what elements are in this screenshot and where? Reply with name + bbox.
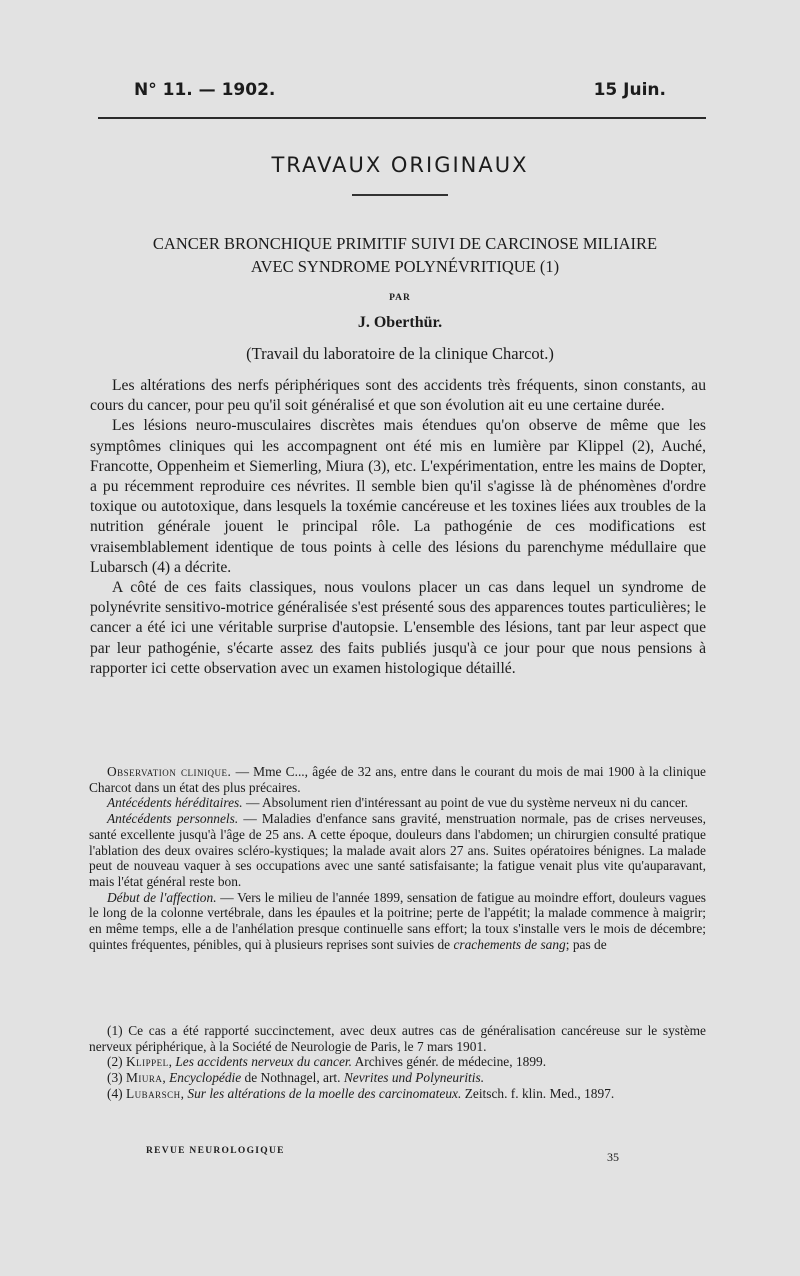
article-title <box>110 232 700 278</box>
personal-history <box>89 811 706 890</box>
article-body <box>90 376 706 679</box>
header-rule <box>98 117 706 119</box>
footnotes <box>89 1023 706 1102</box>
observation-text: — Mme C..., âgée de 32 ans, entre dans le courant du mois de mai 1900 à la clinique Charcot dans un état des plus précaires. <box>89 764 706 795</box>
footnote-3-title: Encyclopédie <box>169 1070 242 1086</box>
footnote-4-author: Lubarsch <box>125 1085 181 1101</box>
footnote-4-number: (4) <box>107 1085 126 1101</box>
footnote-4-sep: , <box>180 1085 188 1101</box>
disease-onset <box>89 890 706 953</box>
footnote-3 <box>89 1070 706 1086</box>
personal-label: Antécédents personnels. <box>107 811 239 827</box>
onset-text: — Vers le milieu de l'année 1899, sensation de fatigue au moindre effort, douleurs vagues le long de la colonne vertébrale, dans les épaules et la poitrine; perte de l'appétit; la malade commence à maigrir; en même temps, elle a de l'anhélation presque continuelle sans effort; la toux s'installe vers le mois de décembre; quintes fréquentes, pénibles, qui à plusieurs reprises sont suivies de <box>89 889 706 952</box>
footnote-4-title: Sur les altérations de la moelle des carcinomateux. <box>187 1085 462 1101</box>
onset-label: Début de l'affection. <box>107 889 217 905</box>
page-number: 35 <box>607 1150 619 1164</box>
article-title-line-2: AVEC SYNDROME POLYNÉVRITIQUE (1) <box>250 257 560 276</box>
footnote-2-rest: Archives génér. de médecine, 1899. <box>351 1054 547 1070</box>
body-paragraph-2: Les lésions neuro-musculaires discrètes mais étendues qu'on observe de même que les symptômes cliniques qui les accompagnent ont été mis en lumière par Klippel (2), Auché, Francotte, Oppenheim et Siemerling, Miura (3), etc. L'expérimentation, entre les mains de Dopter, a pu récemment reproduire ces névrites. Il semble bien qu'il s'agisse là de phénomènes d'ordre toxique ou autotoxique, dans lesquels la toxémie cancéreuse et les toxines liées aux troubles de la nutrition générale jouent le principal rôle. La pathogénie de ces modifications est vraisemblablement identique de tous points à celle des lésions du parenchyme médullaire que Lubarsch (4) a décrite. <box>90 417 706 576</box>
clinical-observation <box>89 764 706 952</box>
footnote-3-mid: de Nothnagel, art. <box>241 1070 344 1086</box>
article-title-line-1: CANCER BRONCHIQUE PRIMITIF SUIVI DE CARCINOSE MILIAIRE <box>152 234 658 253</box>
footnote-3-number: (3) <box>107 1070 126 1086</box>
footnote-2-number: (2) <box>107 1054 126 1070</box>
body-paragraph-3: A côté de ces faits classiques, nous voulons placer un cas dans lequel un syndrome de polynévrite sensitivo-motrice généralisée s'est présenté sous des apparences toutes particulières; le cancer a été ici une véritable surprise d'autopsie. L'ensemble des lésions, tant par leur aspect que par leur pathogénie, s'écarte assez des faits publiés jusqu'à ce jour pour que nous pensions à rapporter ici cette observation avec un examen histologique détaillé. <box>90 579 706 677</box>
issue-date: 15 Juin. <box>593 80 666 100</box>
onset-end: ; pas de <box>565 936 607 952</box>
hereditary-text: — Absolument rien d'intéressant au point de vue du système nerveux ni du cancer. <box>242 795 688 811</box>
onset-italic: crachements de sang <box>453 936 566 952</box>
hereditary-history <box>89 795 706 811</box>
affiliation: (Travail du laboratoire de la clinique Charcot.) <box>246 344 554 363</box>
footnote-2 <box>89 1054 706 1070</box>
issue-number: N° 11. — 1902. <box>134 80 276 100</box>
section-rule <box>352 194 448 196</box>
byline-par: PAR <box>389 293 411 303</box>
author-name: J. Oberthür. <box>357 314 443 331</box>
footnote-1: (1) Ce cas a été rapporté succinctement, avec deux autres cas de généralisation cancéreuse sur le système nerveux périphérique, à la Société de Neurologie de Paris, le 7 mars 1901. <box>89 1023 706 1054</box>
footnote-2-title: Les accidents nerveux du cancer. <box>175 1054 352 1070</box>
observation-label: Observation clinique. <box>107 764 232 779</box>
section-title: TRAVAUX ORIGINAUX <box>271 153 529 177</box>
footnote-3-title-2: Nevrites und Polyneuritis. <box>343 1070 485 1086</box>
footnote-2-author: Klippel <box>125 1054 169 1070</box>
observation-intro <box>89 764 706 795</box>
footnote-3-author: Miura <box>125 1070 163 1086</box>
journal-name: REVUE NEUROLOGIQUE <box>146 1146 285 1156</box>
footnote-3-sep: , <box>162 1070 170 1086</box>
running-header <box>134 80 666 100</box>
hereditary-label: Antécédents héréditaires. <box>107 795 243 811</box>
body-paragraph-1: Les altérations des nerfs périphériques sont des accidents très fréquents, sinon constants, au cours du cancer, pour peu qu'il soit généralisé et que son évolution ait eu une certaine durée. <box>90 377 706 415</box>
personal-text: — Maladies d'enfance sans gravité, menstruation normale, pas de crises nerveuses, santé excellente jusqu'à l'âge de 25 ans. A cette époque, douleurs dans l'abdomen; un chirurgien consulté pratique l'ablation des deux ovaires scléro-kystiques; la malade avait alors 27 ans. Suites opératoires bénignes. La malade peut de nouveau vaquer à ses occupations avec une santé satisfaisante; la fatigue venait plus vite qu'auparavant, mais l'état général reste bon. <box>89 811 706 889</box>
footnote-2-sep: , <box>168 1054 176 1070</box>
footnote-4 <box>89 1086 706 1102</box>
footnote-4-rest: Zeitsch. f. klin. Med., 1897. <box>461 1085 615 1101</box>
